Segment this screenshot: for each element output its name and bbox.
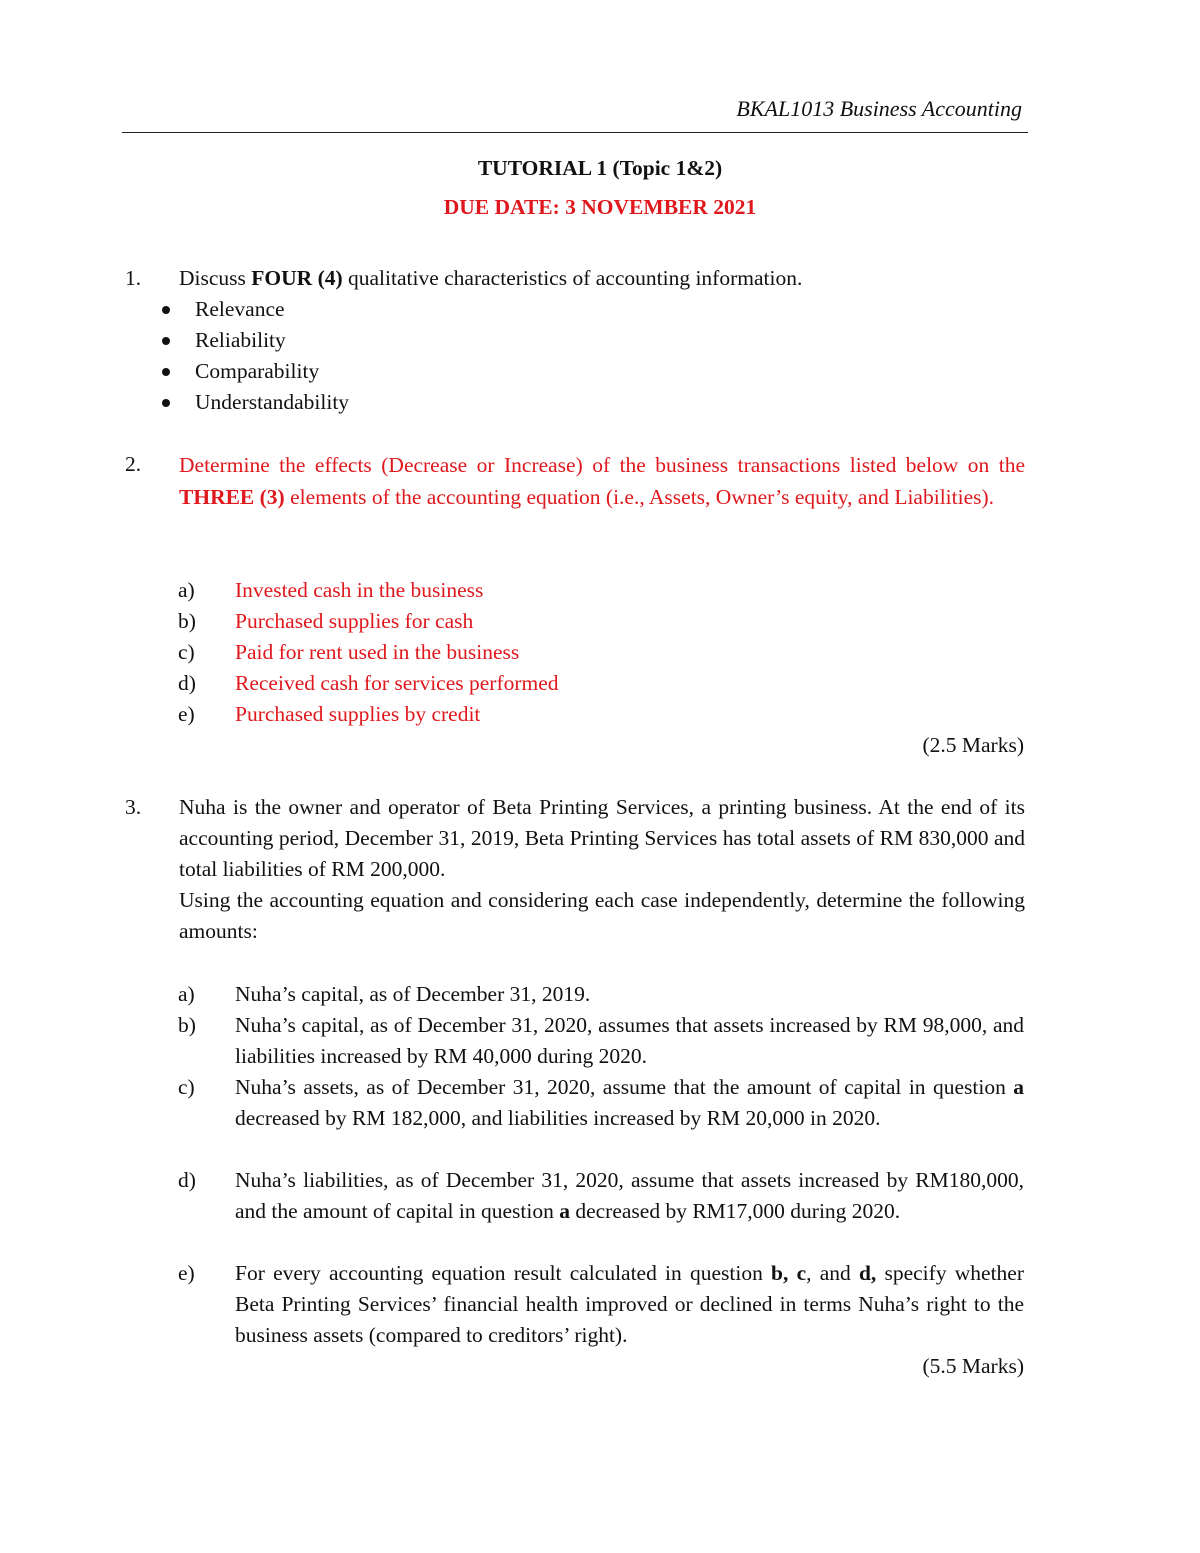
question-paragraph: Using the accounting equation and considering each case independently, determine the following amounts: bbox=[179, 888, 1025, 943]
item-text-part: decreased by RM 182,000, and liabilities increased by RM 20,000 in 2020. bbox=[235, 1106, 881, 1130]
item-emphasis: , bbox=[783, 1261, 797, 1285]
item-label: a) bbox=[178, 982, 195, 1006]
question-text-part: qualitative characteristics of accounting information. bbox=[342, 266, 803, 290]
item-text: Invested cash in the business bbox=[235, 578, 484, 602]
question-emphasis: THREE (3) bbox=[179, 485, 285, 509]
bullet-icon bbox=[162, 306, 170, 314]
item-text bbox=[235, 1165, 1024, 1227]
due-date: DUE DATE: 3 NOVEMBER 2021 bbox=[443, 195, 757, 219]
bullet-text: Relevance bbox=[195, 297, 285, 321]
item-emphasis: a bbox=[559, 1199, 570, 1223]
bullet-text: Comparability bbox=[195, 359, 320, 383]
tutorial-title: TUTORIAL 1 (Topic 1&2) bbox=[477, 156, 723, 180]
item-text-part: Nuha’s assets, as of December 31, 2020, assume that the amount of capital in question bbox=[235, 1075, 1014, 1099]
question-text bbox=[179, 263, 1025, 294]
marks-label: (5.5 Marks) bbox=[922, 1354, 1024, 1378]
item-text-part: , and bbox=[806, 1261, 859, 1285]
question-number: 2. bbox=[125, 452, 142, 476]
item-text: Nuha’s capital, as of December 31, 2020, assumes that assets increased by RM 98,000, and liabilities increased by RM 40,000 during 2020. bbox=[235, 1013, 1024, 1068]
item-label: d) bbox=[178, 671, 196, 695]
item-text bbox=[235, 1072, 1024, 1134]
item-label: d) bbox=[178, 1168, 196, 1192]
item-label: b) bbox=[178, 609, 196, 633]
item-text-part: specify whether Beta Printing Services’ financial health improved or declined in terms Nuha’s right to the business assets (compared to creditors’ right). bbox=[235, 1261, 1025, 1347]
question-emphasis: FOUR (4) bbox=[251, 266, 343, 290]
course-header: BKAL1013 Business Accounting bbox=[736, 96, 1022, 121]
item-text-part: For every accounting equation result calculated in question bbox=[235, 1261, 772, 1285]
item-text: Nuha’s capital, as of December 31, 2019. bbox=[235, 982, 591, 1006]
bullet-text: Reliability bbox=[195, 328, 286, 352]
marks-label: (2.5 Marks) bbox=[922, 733, 1024, 757]
item-text-part: decreased by RM17,000 during 2020. bbox=[569, 1199, 901, 1223]
question-text bbox=[179, 792, 1025, 947]
item-emphasis: d, bbox=[858, 1261, 877, 1285]
item-emphasis: b bbox=[771, 1261, 783, 1285]
header-rule bbox=[122, 132, 1028, 133]
bullet-icon bbox=[162, 399, 170, 407]
item-label: c) bbox=[178, 1075, 195, 1099]
bullet-icon bbox=[162, 337, 170, 345]
item-label: b) bbox=[178, 1013, 196, 1037]
question-text-part: Determine the effects (Decrease or Increase) of the business transactions listed below on the bbox=[179, 453, 1025, 477]
item-emphasis: a bbox=[1013, 1075, 1024, 1099]
item-text bbox=[235, 1258, 1024, 1351]
bullet-icon bbox=[162, 368, 170, 376]
item-label: a) bbox=[178, 578, 195, 602]
item-label: e) bbox=[178, 1261, 195, 1285]
item-text-part: Nuha’s liabilities, as of December 31, 2020, assume that assets increased by RM180,000, and the amount of capital in question bbox=[235, 1168, 1024, 1223]
question-paragraph: Nuha is the owner and operator of Beta Printing Services, a printing business. At the end of its accounting period, December 31, 2019, Beta Printing Services has total assets of RM 830,000 and total liabilities of RM 200,000. bbox=[179, 795, 1025, 881]
question-text-part: elements of the accounting equation (i.e., Assets, Owner’s equity, and Liabilities). bbox=[284, 485, 995, 509]
item-label: e) bbox=[178, 702, 195, 726]
question-text-part: Discuss bbox=[179, 266, 252, 290]
bullet-text: Understandability bbox=[195, 390, 350, 414]
item-label: c) bbox=[178, 640, 195, 664]
question-text bbox=[179, 449, 1025, 513]
question-number: 3. bbox=[125, 795, 142, 819]
item-text: Paid for rent used in the business bbox=[235, 640, 520, 664]
item-emphasis: c bbox=[796, 1261, 807, 1285]
item-text: Purchased supplies by credit bbox=[235, 702, 481, 726]
item-text: Purchased supplies for cash bbox=[235, 609, 474, 633]
item-text: Received cash for services performed bbox=[235, 671, 559, 695]
question-number: 1. bbox=[125, 266, 142, 290]
